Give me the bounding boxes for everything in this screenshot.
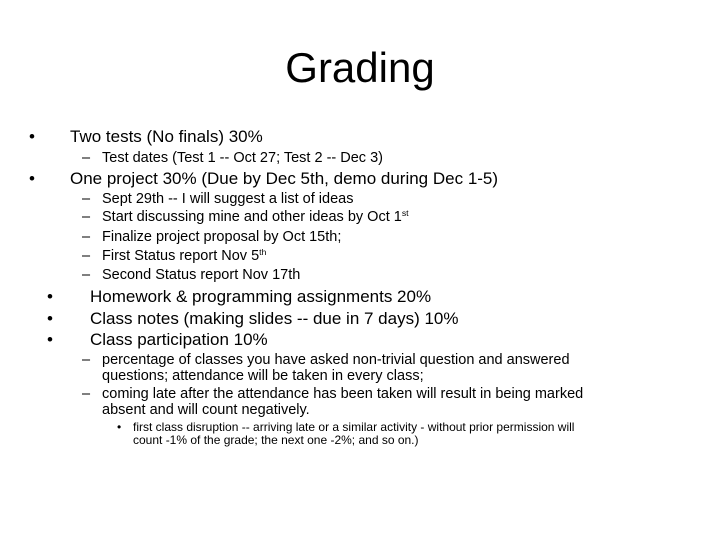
- slide-title: Grading: [285, 44, 435, 91]
- project-sub-item: First Status report Nov 5th: [102, 247, 267, 264]
- notes-item: Class notes (making slides -- due in 7 days) 10%: [90, 309, 459, 328]
- participation-item: Class participation 10%: [90, 330, 268, 349]
- test-dates-item: Test dates (Test 1 -- Oct 27; Test 2 -- Dec 3): [102, 150, 383, 166]
- project-sub-item: Second Status report Nov 17th: [102, 267, 301, 283]
- project-sub-item: Sept 29th -- I will suggest a list of ideas: [102, 191, 354, 207]
- participation-sub-item: percentage of classes you have asked non-trivial question and answered: [102, 352, 570, 368]
- dash-icon: –: [82, 150, 91, 166]
- disruption-item-cont: count -1% of the grade; the next one -2%; and so on.): [133, 433, 419, 447]
- bullet-icon: •: [47, 287, 53, 306]
- project-sub-item: Finalize project proposal by Oct 15th;: [102, 229, 342, 245]
- dash-icon: –: [82, 229, 91, 245]
- bullet-icon: •: [29, 127, 35, 146]
- bullet-icon: •: [47, 309, 53, 328]
- bullet-icon: •: [47, 330, 53, 349]
- participation-sub-item-cont: questions; attendance will be taken in every class;: [102, 368, 424, 384]
- dash-icon: –: [82, 191, 91, 207]
- dash-icon: –: [82, 386, 91, 402]
- participation-sub-item: coming late after the attendance has been taken will result in being marked: [102, 386, 584, 402]
- dash-icon: –: [82, 248, 91, 264]
- project-sub-item: Start discussing mine and other ideas by Oct 1st: [102, 208, 409, 225]
- tests-item: Two tests (No finals) 30%: [70, 127, 263, 146]
- bullet-icon: •: [29, 169, 35, 188]
- project-item: One project 30% (Due by Dec 5th, demo during Dec 1-5): [70, 169, 499, 188]
- dash-icon: –: [82, 267, 91, 283]
- disruption-item: first class disruption -- arriving late or a similar activity - without prior permission will: [133, 420, 575, 434]
- participation-sub-item-cont: absent and will count negatively.: [102, 402, 310, 418]
- dash-icon: –: [82, 352, 91, 368]
- bullet-icon: •: [117, 420, 122, 434]
- homework-item: Homework & programming assignments 20%: [90, 287, 432, 306]
- dash-icon: –: [82, 209, 91, 225]
